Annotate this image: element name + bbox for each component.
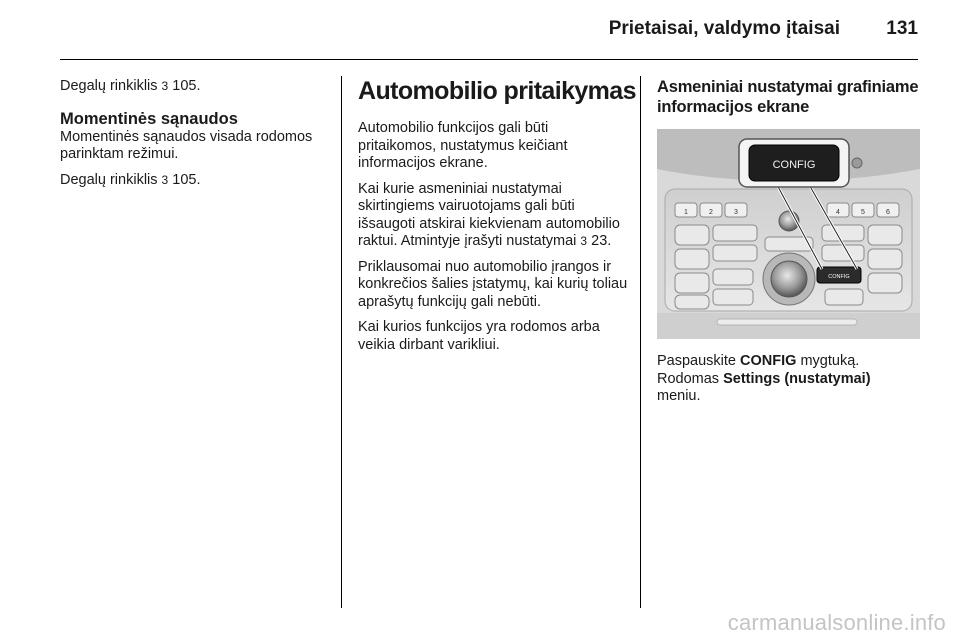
infotainment-panel-figure: [657, 129, 920, 339]
section-title: Prietaisai, valdymo įtaisai: [608, 18, 840, 39]
right-column: [657, 78, 922, 414]
instruction-press: [657, 353, 922, 371]
column-divider-2: [640, 76, 641, 608]
preset-1-label: 1: [684, 209, 688, 216]
menu-knob: [771, 261, 807, 297]
vehicle-personalization-heading: Automobilio pritaikymas: [358, 77, 636, 105]
preset-5-label: 5: [861, 209, 865, 216]
config-callout-label: CONFIG: [772, 159, 816, 171]
column-divider-1: [341, 76, 342, 608]
page-header: [0, 0, 960, 60]
fuel-selector-reference: [60, 78, 330, 96]
ref-text: Degalų rinkiklis: [60, 171, 158, 188]
preset-4-label: 4: [836, 209, 840, 216]
header-divider: [60, 59, 918, 60]
arrow-icon: 3: [580, 234, 588, 248]
page-number: 131: [886, 18, 918, 39]
arrow-icon: 3: [161, 79, 169, 93]
paragraph-2-text: Kai kurie asmeniniai nustatymai skirtingiems vairuotojams gali būti išsaugoti atskirai kiekvienam automobilio raktui. Atmintyje įrašyti nustatymai: [358, 180, 620, 249]
page-link[interactable]: 105.: [172, 171, 201, 188]
instruction-press-post: mygtuką.: [800, 353, 860, 369]
page-link[interactable]: 105.: [172, 78, 201, 94]
middle-column: [358, 76, 636, 362]
config-button-small-label: CONFIG: [828, 274, 850, 280]
control-panel-illustration: [657, 129, 920, 339]
page-link[interactable]: 23.: [591, 233, 612, 249]
arrow-icon: 3: [161, 172, 169, 187]
personal-settings-heading: Asmeniniai nustatymai grafiniame informacijos ekrane: [657, 78, 919, 116]
fuel-selector-reference-2: [60, 172, 330, 190]
paragraph-4: Kai kurios funkcijos yra rodomos arba veikia dirbant varikliui.: [358, 319, 600, 353]
paragraph-1: Automobilio funkcijos gali būti pritaikomos, nustatymus keičiant informacijos ekrane.: [358, 120, 568, 171]
instruction-menu: [657, 371, 922, 406]
instruction-press-pre: Paspauskite: [657, 353, 736, 369]
instruction-menu-pre: Rodomas: [657, 370, 720, 387]
preset-3-label: 3: [734, 209, 738, 216]
instant-consumption-text: Momentinės sąnaudos visada rodomos parinktam režimui.: [60, 128, 313, 162]
settings-menu-name: Settings (nustatymai): [723, 370, 871, 387]
instruction-menu-post: meniu.: [657, 388, 701, 404]
paragraph-2: [358, 181, 630, 251]
preset-2-label: 2: [709, 209, 713, 216]
watermark: carmanualsonline.info: [727, 610, 946, 635]
left-column: [60, 78, 330, 197]
ref-text: Degalų rinkiklis: [60, 78, 158, 94]
instant-consumption-heading: Momentinės sąnaudos: [60, 109, 238, 128]
config-button-name: CONFIG: [740, 353, 797, 369]
paragraph-3: Priklausomai nuo automobilio įrangos ir konkrečios šalies įstatymų, kai kurių toliau aprašytų funkcijų gali nebūti.: [358, 258, 628, 310]
preset-6-label: 6: [886, 209, 890, 216]
